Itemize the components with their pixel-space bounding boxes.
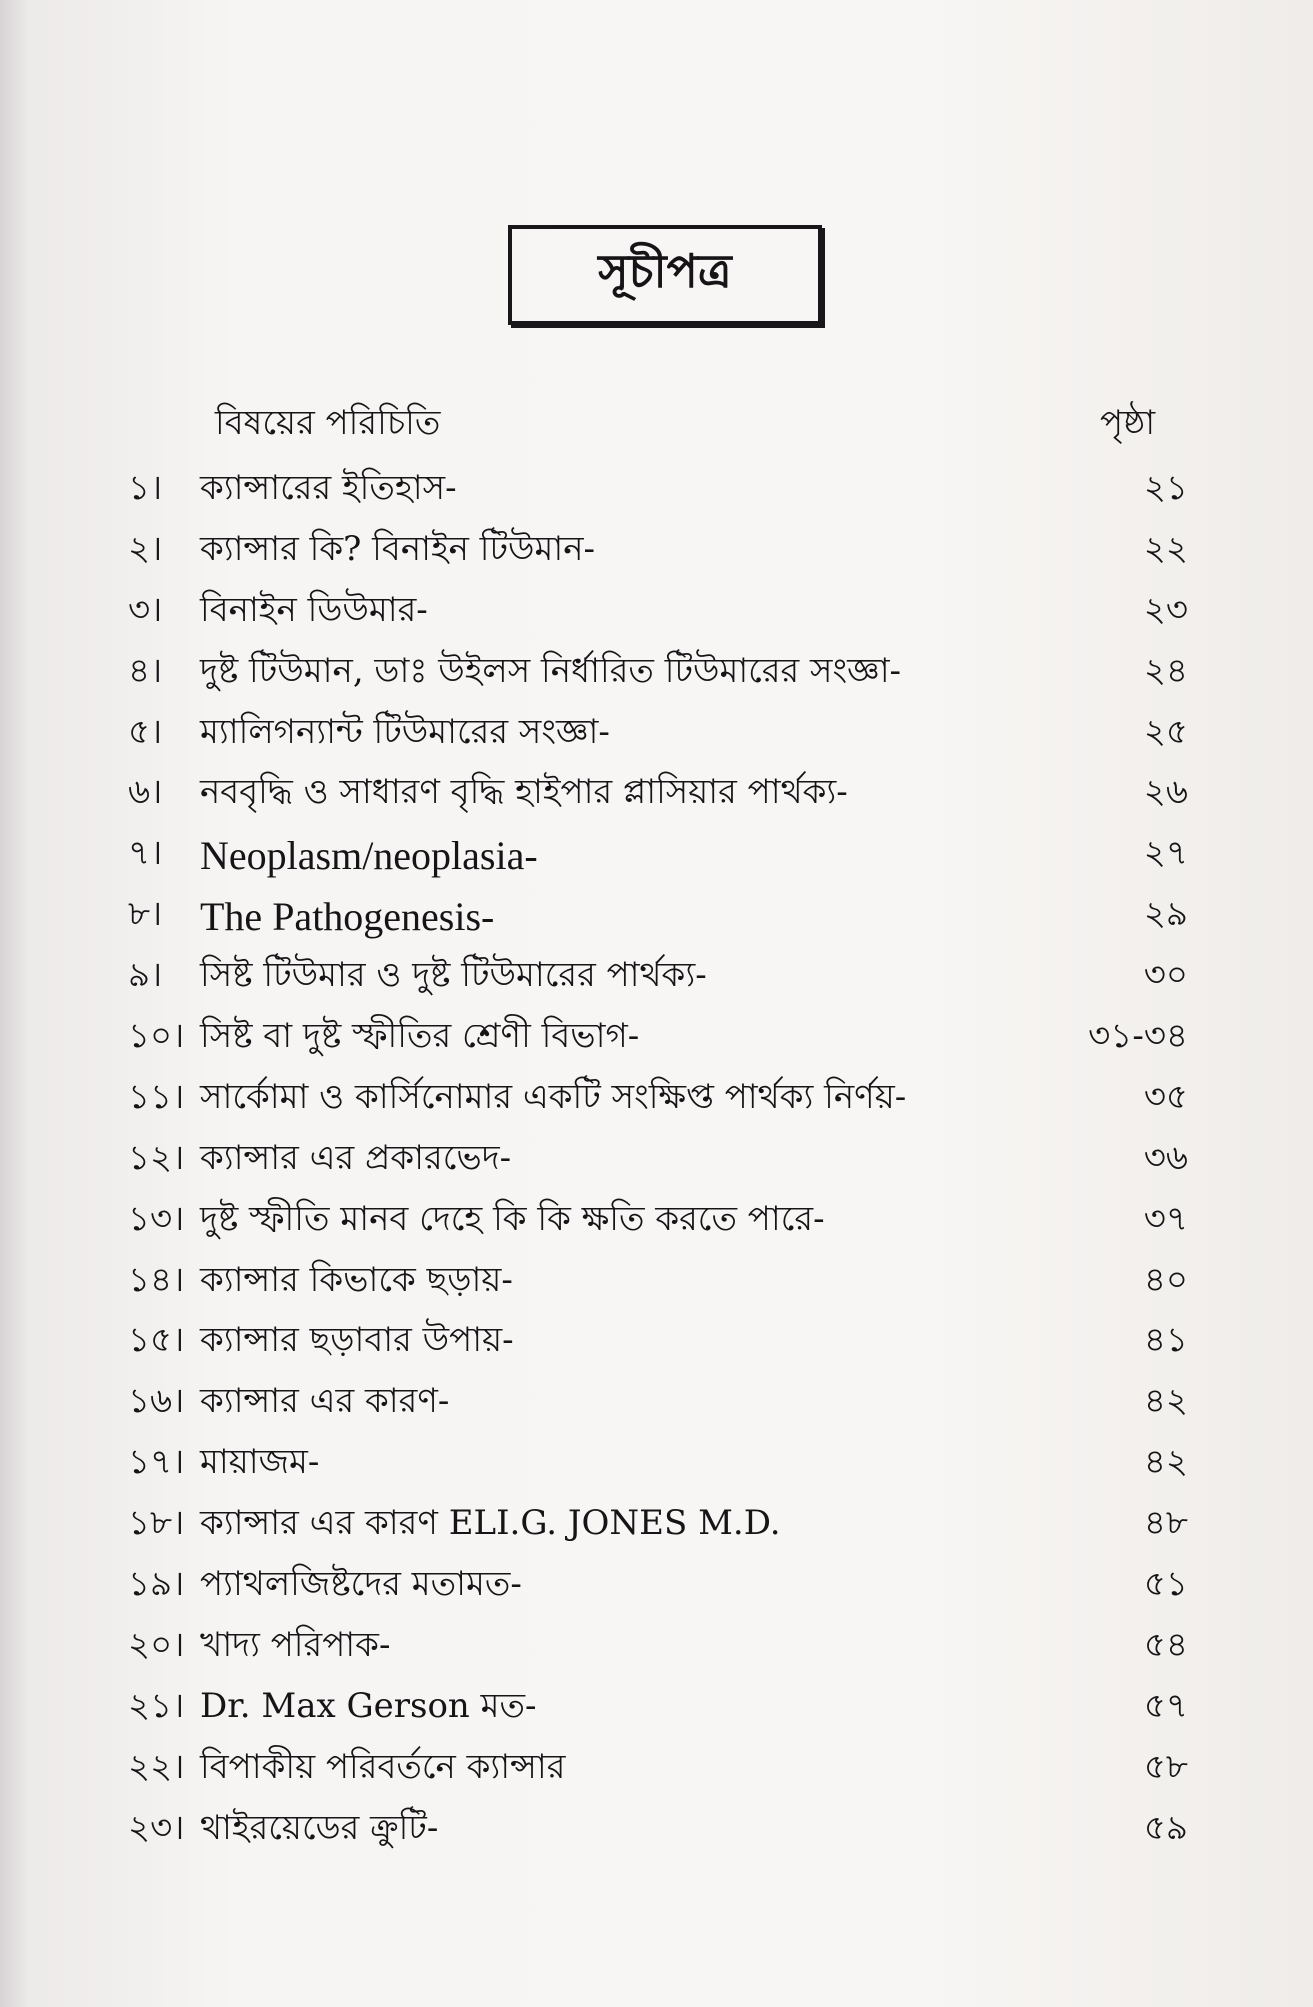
toc-entry-title: ম্যালিগন্যান্ট টিউমারের সংজ্ঞা- [200, 711, 610, 752]
toc-entry [128, 1008, 1188, 1069]
toc-entry-title: নববৃদ্ধি ও সাধারণ বৃদ্ধি হাইপার প্লাসিয়ার পার্থক্য- [200, 772, 848, 813]
toc-entry-title: ক্যান্সারের ইতিহাস- [200, 467, 457, 508]
toc-entry-number: ৯। [128, 955, 163, 996]
toc-entry [128, 1800, 1188, 1861]
toc-entry-number: ৮। [128, 894, 163, 935]
toc-entry [128, 521, 1188, 582]
table-of-contents [128, 460, 1188, 1860]
toc-entry [128, 1617, 1188, 1678]
toc-entry-title: ক্যান্সার এর প্রকারভেদ- [200, 1137, 512, 1178]
toc-entry [128, 947, 1188, 1008]
toc-entry-number: ১৮। [128, 1503, 185, 1544]
toc-entry-title: মায়াজম- [200, 1442, 320, 1483]
toc-entry-page: ২৯ [1143, 894, 1188, 935]
toc-entry [128, 1495, 1188, 1556]
toc-entry-page: ৪২ [1143, 1442, 1188, 1483]
toc-entry [128, 1252, 1188, 1313]
toc-entry-page: ৪২ [1143, 1381, 1188, 1422]
toc-entry-number: ১৪। [128, 1259, 185, 1300]
column-header-page: পৃষ্ঠা [1100, 403, 1156, 443]
toc-entry-page: ২৫ [1143, 711, 1188, 752]
toc-entry-page: ৪৮ [1143, 1503, 1188, 1544]
toc-entry-number: ১৭। [128, 1442, 185, 1483]
toc-entry-title: ক্যান্সার ছড়াবার উপায়- [200, 1320, 514, 1361]
toc-entry [128, 582, 1188, 643]
toc-entry-page: ৩৫ [1143, 1076, 1188, 1117]
toc-entry-page: ২৪ [1143, 650, 1188, 691]
toc-entry-number: ২। [128, 528, 163, 569]
toc-entry [128, 1373, 1188, 1434]
toc-entry [128, 1069, 1188, 1130]
page-title [508, 225, 822, 325]
toc-entry-number: ৪। [128, 650, 163, 691]
toc-entry-number: ৫। [128, 711, 163, 752]
toc-entry [128, 1739, 1188, 1800]
toc-entry-number: ১। [128, 467, 163, 508]
toc-entry-number: ১২। [128, 1137, 185, 1178]
toc-entry-number: ২০। [128, 1624, 185, 1665]
toc-entry-page: ২৩ [1143, 589, 1188, 630]
toc-entry-number: ১৬। [128, 1381, 185, 1422]
toc-entry-page: ৩১-৩৪ [1088, 1015, 1188, 1056]
toc-entry-number: ৬। [128, 772, 163, 813]
toc-entry-title: সার্কোমা ও কার্সিনোমার একটি সংক্ষিপ্ত পার্থক্য নির্ণয়- [200, 1076, 907, 1117]
toc-entry-number: ৩। [128, 589, 163, 630]
toc-entry-page: ৩০ [1143, 955, 1188, 996]
toc-entry-title: Dr. Max Gerson মত- [200, 1685, 537, 1726]
toc-entry-number: ১৩। [128, 1198, 185, 1239]
toc-entry-page: ৫৯ [1143, 1807, 1188, 1848]
toc-entry [128, 1678, 1188, 1739]
toc-entry [128, 704, 1188, 765]
toc-entry-page: ৪০ [1143, 1259, 1188, 1300]
toc-entry-number: ২৩। [128, 1807, 185, 1848]
toc-entry [128, 1312, 1188, 1373]
toc-entry-page: ৩৭ [1143, 1198, 1188, 1239]
toc-entry-number: ১৫। [128, 1320, 185, 1361]
toc-entry [128, 1130, 1188, 1191]
toc-entry-page: ৫৭ [1143, 1685, 1188, 1726]
page-title-text: সূচীপত্র [598, 244, 732, 298]
toc-entry-title: Neoplasm/neoplasia- [200, 833, 538, 879]
toc-entry-title: বিপাকীয় পরিবর্তনে ক্যান্সার [200, 1746, 566, 1787]
toc-entry-title: থাইরয়েডের ক্রুটি- [200, 1807, 439, 1848]
toc-entry [128, 643, 1188, 704]
toc-entry-page: ২৭ [1143, 833, 1188, 874]
toc-entry [128, 460, 1188, 521]
toc-entry-number: ১৯। [128, 1563, 185, 1604]
toc-entry-page: ২৬ [1143, 772, 1188, 813]
toc-entry-title: The Pathogenesis- [200, 894, 495, 940]
toc-entry [128, 825, 1188, 886]
toc-entry [128, 886, 1188, 947]
toc-entry-title: দুষ্ট টিউমান, ডাঃ উইলস নির্ধারিত টিউমারের সংজ্ঞা- [200, 650, 902, 691]
toc-entry-number: ২১। [128, 1685, 185, 1726]
toc-entry-page: ৫৮ [1143, 1746, 1188, 1787]
toc-entry-number: ২২। [128, 1746, 185, 1787]
toc-entry-number: ১০। [128, 1015, 185, 1056]
toc-entry [128, 1191, 1188, 1252]
page-gutter-shadow [0, 0, 28, 2007]
toc-entry-title: ক্যান্সার কিভাকে ছড়ায়- [200, 1259, 513, 1300]
toc-entry-page: ৪১ [1143, 1320, 1188, 1361]
toc-entry-title: দুষ্ট স্ফীতি মানব দেহে কি কি ক্ষতি করতে পারে- [200, 1198, 825, 1239]
toc-entry [128, 1434, 1188, 1495]
toc-entry-title: প্যাথলজিষ্টদের মতামত- [200, 1563, 522, 1604]
toc-entry-number: ৭। [128, 833, 163, 874]
toc-entry [128, 1556, 1188, 1617]
toc-entry-page: ৫৪ [1143, 1624, 1188, 1665]
toc-entry-title: খাদ্য পরিপাক- [200, 1624, 391, 1665]
toc-entry [128, 764, 1188, 825]
toc-entry-title: ক্যান্সার কি? বিনাইন টিউমান- [200, 528, 596, 569]
toc-entry-page: ৩৬ [1143, 1137, 1188, 1178]
toc-entry-title: সিষ্ট টিউমার ও দুষ্ট টিউমারের পার্থক্য- [200, 955, 707, 996]
toc-entry-page: ২২ [1143, 528, 1188, 569]
toc-entry-number: ১১। [128, 1076, 185, 1117]
toc-entry-page: ৫১ [1143, 1563, 1188, 1604]
toc-entry-title: ক্যান্সার এর কারণ- [200, 1381, 450, 1422]
toc-entry-title: ক্যান্সার এর কারণ ELI.G. JONES M.D. [200, 1503, 781, 1544]
toc-entry-title: বিনাইন ডিউমার- [200, 589, 428, 630]
column-header-subject: বিষয়ের পরিচিতি [215, 403, 441, 443]
toc-entry-title: সিষ্ট বা দুষ্ট স্ফীতির শ্রেণী বিভাগ- [200, 1015, 640, 1056]
toc-entry-page: ২১ [1143, 467, 1188, 508]
